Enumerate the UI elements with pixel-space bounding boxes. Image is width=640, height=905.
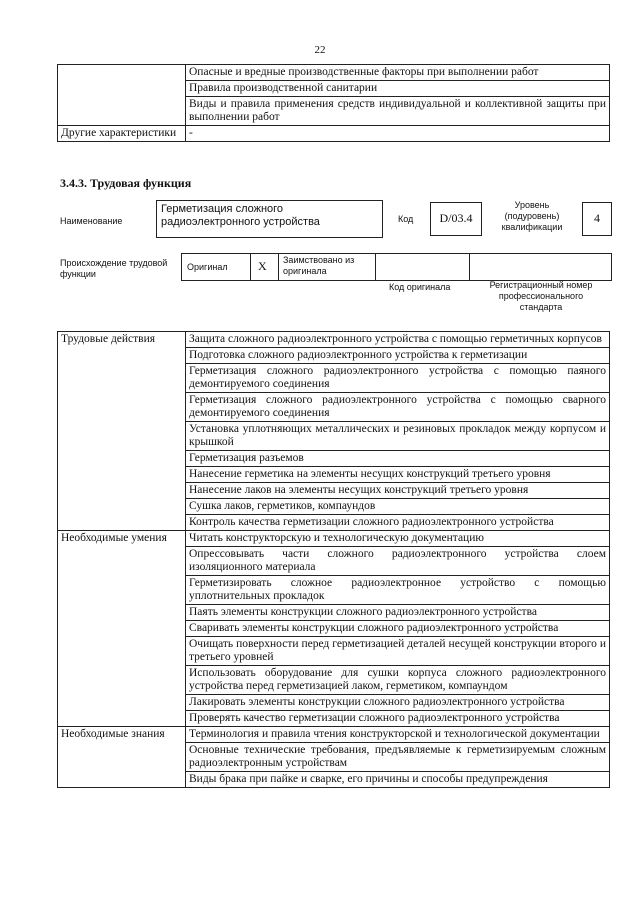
table-row: Сушка лаков, герметиков, компаундов — [186, 499, 610, 515]
origin-divider — [278, 253, 279, 281]
code-original-label: Код оригинала — [389, 282, 451, 292]
code-box — [430, 202, 482, 236]
top-table-row: Виды и правила применения средств индивидуальной и коллективной защиты при выполнении работ — [186, 97, 610, 126]
other-characteristics-value: - — [186, 126, 610, 142]
table-row: Герметизация сложного радиоэлектронного устройства с помощью сварного демонтируемого соединения — [186, 393, 610, 422]
other-characteristics-label: Другие характеристики — [58, 126, 186, 142]
table-row: Герметизировать сложное радиоэлектронное устройство с помощью уплотнительных прокладок — [186, 576, 610, 605]
top-table-row: Опасные и вредные производственные факторы при выполнении работ — [186, 65, 610, 81]
table-row: Сваривать элементы конструкции сложного радиоэлектронного устройства — [186, 621, 610, 637]
group-label: Необходимые знания — [58, 727, 186, 788]
table-row: Установка уплотняющих металлических и резиновых прокладок между корпусом и крышкой — [186, 422, 610, 451]
level-box — [582, 202, 612, 236]
name-label: Наименование — [60, 216, 123, 226]
name-value: Герметизация сложного радиоэлектронного устройства — [161, 203, 320, 228]
section-title: 3.4.3. Трудовая функция — [60, 176, 192, 190]
table-row: Виды брака при пайке и сварке, его причины и способы предупреждения — [186, 772, 610, 788]
table-row: Нанесение герметика на элементы несущих конструкций третьего уровня — [186, 467, 610, 483]
origin-box — [181, 253, 612, 281]
group-label: Необходимые умения — [58, 531, 186, 727]
table-row: Контроль качества герметизации сложного радиоэлектронного устройства — [186, 515, 610, 531]
table-row: Подготовка сложного радиоэлектронного устройства к герметизации — [186, 348, 610, 364]
table-row: Паять элементы конструкции сложного радиоэлектронного устройства — [186, 605, 610, 621]
table-row: Нанесение лаков на элементы несущих конструкций третьего уровня — [186, 483, 610, 499]
level-value: 4 — [594, 211, 600, 225]
table-row: Использовать оборудование для сушки корпуса сложного радиоэлектронного устройства перед герметизацией лаком, герметиком, компаундом — [186, 666, 610, 695]
origin-label: Происхождение трудовой функции — [60, 258, 168, 279]
table-row: Герметизация сложного радиоэлектронного устройства с помощью паяного демонтируемого соединения — [186, 364, 610, 393]
table-row: Лакировать элементы конструкции сложного радиоэлектронного устройства — [186, 695, 610, 711]
group-label: Трудовые действия — [58, 332, 186, 531]
reg-number-label: Регистрационный номер профессионального стандарта — [489, 280, 593, 312]
table-row: Терминология и правила чтения конструкторской и технологической документации — [186, 727, 610, 743]
original-mark: X — [258, 259, 267, 273]
table-row: Читать конструкторскую и технологическую документацию — [186, 531, 610, 547]
page-number: 22 — [314, 44, 326, 56]
origin-divider — [469, 253, 470, 281]
table-row: Основные технические требования, предъявляемые к герметизируемым сложным радиоэлектронным устройствам — [186, 743, 610, 772]
code-value: D/03.4 — [439, 211, 473, 225]
top-table-row: Правила производственной санитарии — [186, 81, 610, 97]
top-table — [57, 64, 610, 142]
table-row: Герметизация разъемов — [186, 451, 610, 467]
table-row: Опрессовывать части сложного радиоэлектронного устройства слоем изоляционного материала — [186, 547, 610, 576]
table-row: Проверять качество герметизации сложного радиоэлектронного устройства — [186, 711, 610, 727]
table-row: Защита сложного радиоэлектронного устройства с помощью герметичных корпусов — [186, 332, 610, 348]
table-row: Очищать поверхности перед герметизацией деталей несущей конструкции второго и третьего уровней — [186, 637, 610, 666]
code-label: Код — [398, 214, 414, 224]
original-label: Оригинал — [187, 262, 228, 272]
name-box — [156, 200, 383, 238]
top-table-empty-cell — [58, 65, 186, 126]
origin-divider — [250, 253, 251, 281]
borrowed-label: Заимствовано из оригинала — [283, 255, 355, 276]
level-label: Уровень (подуровень) квалификации — [501, 200, 563, 232]
main-table — [57, 331, 610, 788]
origin-divider — [375, 253, 376, 281]
